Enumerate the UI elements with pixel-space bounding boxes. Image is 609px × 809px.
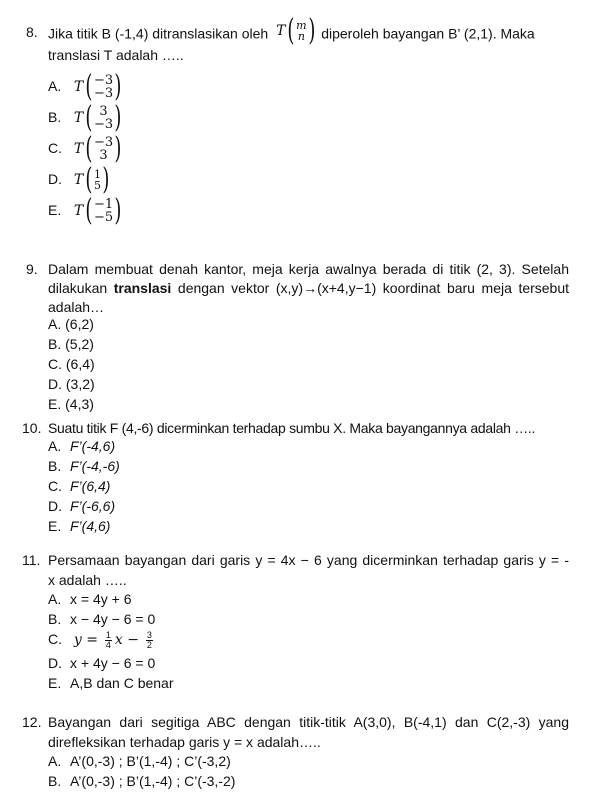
question-11-line2: x adalah …..: [48, 572, 127, 588]
option-b[interactable]: B. (5,2): [48, 336, 94, 352]
vector-matrix: T ( −3 −3 ): [73, 69, 122, 104]
option-d[interactable]: D. F’(-6,6): [48, 498, 116, 514]
question-12-line1: Bayangan dari segitiga ABC dengan titik-titik A(3,0), B(-4,1) dan C(2,-3) yang: [48, 714, 569, 730]
option-a[interactable]: A. (6,2): [48, 316, 94, 332]
question-number: 11.: [22, 552, 41, 568]
question-8-line1: Jika titik B (-1,4) ditranslasikan oleh T ( m n ) diperoleh bayangan B’ (2,1). Maka: [48, 13, 535, 48]
option-a[interactable]: A. x = 4y + 6: [48, 591, 132, 607]
option-b[interactable]: B. x − 4y − 6 = 0: [48, 611, 156, 627]
vector-matrix: T ( 1 5 ): [73, 162, 110, 197]
option-b[interactable]: B. A’(0,-3) ; B’(1,-4) ; C’(-3,-2): [48, 773, 236, 789]
option-e[interactable]: E. (4,3): [48, 396, 94, 412]
question-12-line2: direfleksikan terhadap garis y = x adalah…..: [48, 734, 321, 750]
question-number: 12.: [22, 714, 42, 730]
question-number: 8.: [26, 24, 38, 40]
question-number: 9.: [26, 261, 38, 277]
option-d[interactable]: D. x + 4y − 6 = 0: [48, 655, 156, 671]
vector-matrix: T ( 3 −3 ): [73, 100, 122, 135]
option-b[interactable]: B. T ( 3 −3 ): [48, 103, 124, 133]
option-e[interactable]: E. T ( −1 −5 ): [48, 196, 124, 226]
option-c[interactable]: C. (6,4): [48, 356, 95, 372]
question-number: 10.: [22, 420, 42, 436]
keyword-translasi: translasi: [113, 280, 172, 296]
option-c[interactable]: C. y = $\frac{1}{4}$ x − $\frac{3}{2}$: [48, 630, 152, 650]
fraction: $\frac{1}{4}$: [105, 630, 111, 650]
question-9-line2: dilakukan translasi dengan vektor (x,y)→(x+4,y−1) koordinat baru meja tersebut: [48, 280, 570, 296]
option-d[interactable]: D. (3,2): [48, 376, 95, 392]
option-b[interactable]: B. F’(-4,-6): [48, 458, 120, 474]
vector-matrix: T ( −1 −5 ): [73, 193, 122, 228]
fraction: $\frac{3}{2}$: [146, 630, 152, 650]
translation-vector-mn: T ( m n ): [276, 13, 315, 48]
option-a[interactable]: A. T ( −3 −3 ): [48, 72, 124, 102]
question-8-line2: translasi T adalah …..: [48, 47, 184, 63]
option-e[interactable]: E. F’(4,6): [48, 518, 111, 534]
question-10-line1: Suatu titik F (4,-6) dicerminkan terhadap sumbu X. Maka bayangannya adalah …..: [48, 420, 536, 436]
option-a[interactable]: A. F’(-4,6): [48, 438, 116, 454]
question-11-line1: Persamaan bayangan dari garis y = 4x − 6 yang dicerminkan terhadap garis y = -: [48, 552, 569, 568]
option-c[interactable]: C. F’(6,4): [48, 478, 111, 494]
question-9-line1: Dalam membuat denah kantor, meja kerja awalnya berada di titik (2, 3). Setelah: [48, 261, 569, 277]
option-d[interactable]: D. T ( 1 5 ): [48, 165, 112, 195]
option-c[interactable]: C. T ( −3 3 ): [48, 134, 124, 164]
question-9-line3: adalah…: [48, 299, 105, 315]
option-a[interactable]: A. A’(0,-3) ; B’(1,-4) ; C’(-3,2): [48, 753, 231, 769]
option-e[interactable]: E. A,B dan C benar: [48, 675, 174, 691]
vector-matrix: T ( −3 3 ): [73, 131, 122, 166]
